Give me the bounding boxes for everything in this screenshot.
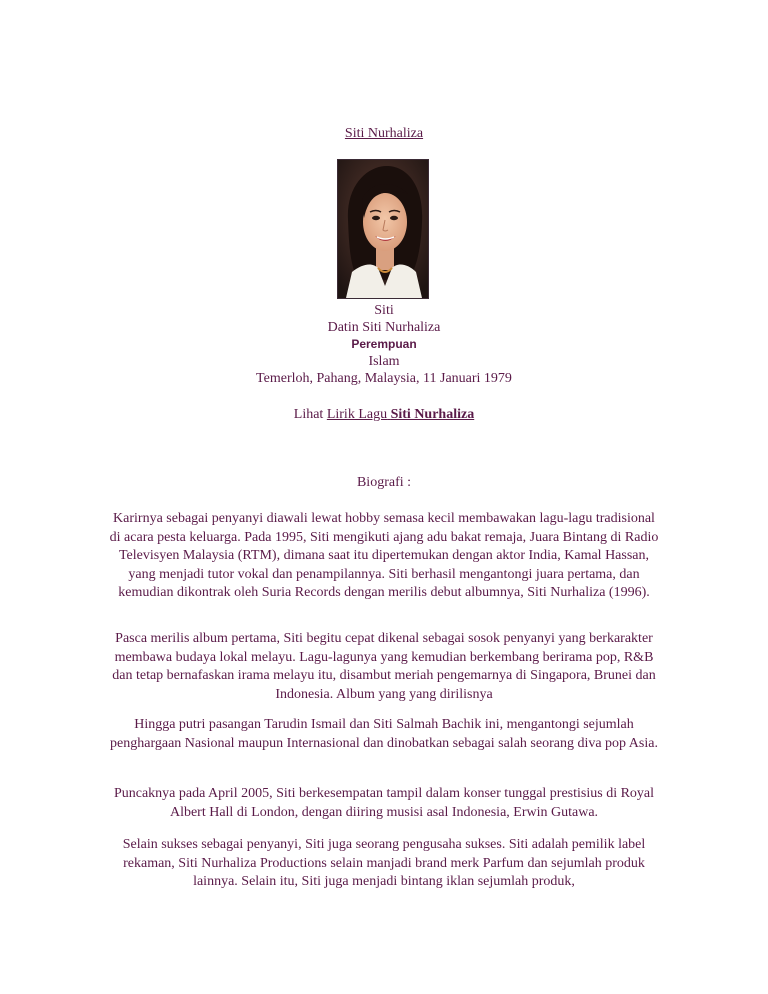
info-block	[0, 302, 768, 387]
biografi-heading: Biografi :	[356, 475, 412, 490]
portrait-photo	[337, 159, 429, 299]
religion: Islam	[368, 354, 400, 369]
portrait-image	[338, 160, 428, 298]
bio-paragraph-5: Selain sukses sebagai penyanyi, Siti juga seorang pengusaha sukses. Siti adalah pemilik label rekaman, Siti Nurhaliza Productions selain manjadi brand merk Parfum dan sejumlah produk lainnya. Selain itu, Siti juga menjadi bintang iklan sejumlah produk,	[122, 837, 646, 889]
lirik-artist-name: Siti Nurhaliza	[390, 407, 475, 422]
lirik-line	[0, 407, 768, 423]
lirik-link[interactable]	[327, 407, 474, 422]
bio-paragraph-1: Karirnya sebagai penyanyi diawali lewat hobby semasa kecil membawakan lagu-lagu tradisional di acara pesta keluarga. Pada 1995, Siti mengikuti ajang adu bakat remaja, Juara Bintang di Radio Televisyen Malaysia (RTM), dimana saat itu dipertemukan dengan aktor India, Kamal Hassan, yang menjadi tutor vokal dan penampilannya. Siti berhasil mengantongi juara pertama, dan kemudian dikontrak oleh Suria Records dengan merilis debut albumnya, Siti Nurhaliza (1996).	[109, 511, 659, 600]
nickname: Siti	[374, 303, 394, 318]
bio-paragraph-4: Puncaknya pada April 2005, Siti berkesempatan tampil dalam konser tunggal prestisius di Royal Albert Hall di London, dengan diiring musisi asal Indonesia, Erwin Gutawa.	[113, 786, 655, 820]
lirik-prefix: Lihat	[293, 407, 327, 422]
bio-paragraph-2: Pasca merilis album pertama, Siti begitu cepat dikenal sebagai sosok penyanyi yang berkarakter membawa budaya lokal melayu. Lagu-lagunya yang kemudian berkembang berirama pop, R&B dan tetap bernafaskan irama melayu itu, disambut meriah pengemarnya di Singapora, Brunei dan Indonesia. Album yang yang dirilisnya	[112, 631, 656, 702]
birth-info: Temerloh, Pahang, Malaysia, 11 Januari 1979	[256, 371, 512, 386]
page-title	[0, 126, 768, 142]
gender: Perempuan	[351, 337, 417, 351]
bio-paragraph-3: Hingga putri pasangan Tarudin Ismail dan Siti Salmah Bachik ini, mengantongi sejumlah penghargaan Nasional maupun Internasional dan dinobatkan sebagai salah seorang diva pop Asia.	[110, 717, 658, 751]
full-name: Datin Siti Nurhaliza	[327, 320, 441, 335]
lirik-link-text: Lirik Lagu	[326, 407, 388, 422]
title-link[interactable]: Siti Nurhaliza	[344, 126, 424, 141]
